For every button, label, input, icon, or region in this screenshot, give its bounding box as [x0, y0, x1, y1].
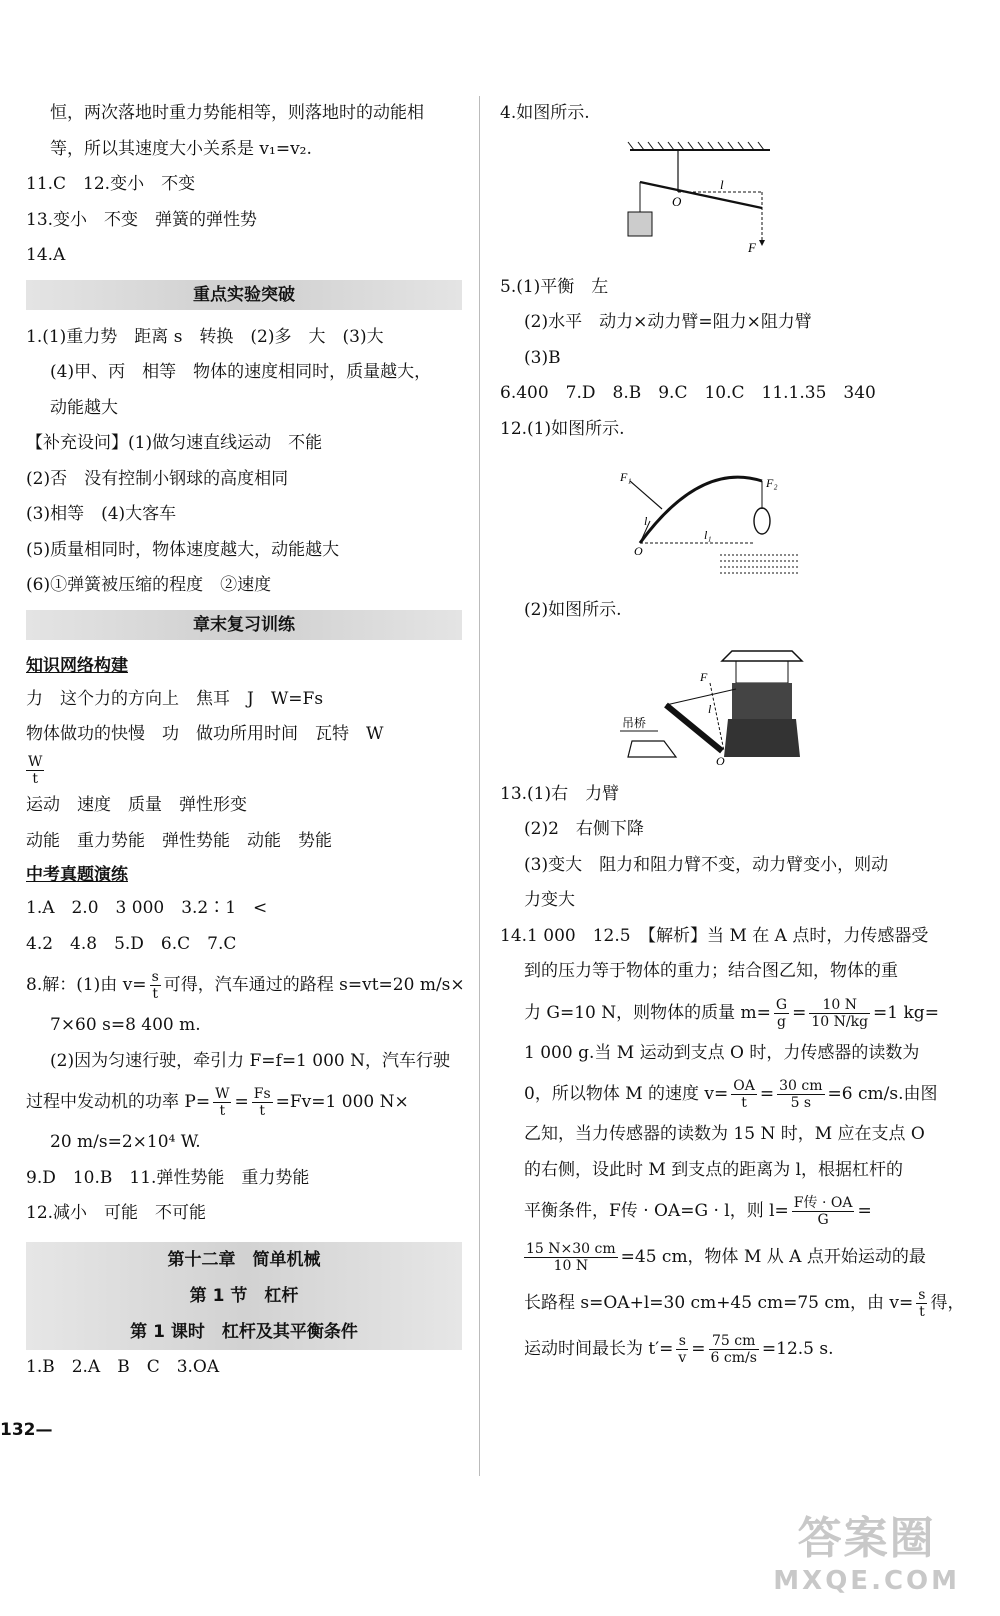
answer-line: 14.1 000 12.5 【解析】当 M 在 A 点时，力传感器受 [500, 925, 929, 946]
fraction: $\frac{s}{v}$ [678, 1333, 687, 1366]
fraction: $\frac{W}{t}$ [28, 753, 43, 787]
text-line: 力 这个力的方向上 焦耳 J W=Fs [26, 688, 324, 709]
text-line: 运动 速度 质量 弹性形变 [26, 795, 247, 815]
fig-label: l [644, 514, 648, 528]
answer-line: 1.(1)重力势 距离 s 转换 (2)多 大 (3)大 [26, 326, 384, 347]
text-line: (6)①弹簧被压缩的程度 ②速度 [26, 575, 272, 595]
watermark-logo: 答案圈 MXQE.COM [773, 1513, 960, 1596]
answer-line: 5.(1)平衡 左 [500, 276, 609, 297]
lever-figure-1 [500, 136, 940, 266]
fraction: $\frac{W}{t}$ [215, 1086, 230, 1119]
fraction-line [26, 753, 462, 789]
fig-label: O [634, 544, 643, 558]
fig-label: F₂ [766, 476, 778, 490]
answer-line: 1.A 2.0 3 000 3.2∶1 < [26, 898, 268, 918]
text-line: 力变大 [524, 890, 575, 910]
fig-label: l₁ [704, 528, 712, 542]
section-heading: 章末复习训练 [26, 610, 462, 640]
answer-line: 14.A [26, 245, 66, 265]
fraction: $\frac{OA}{t}$ [733, 1078, 755, 1111]
answer-line: 9.D 10.B 11.弹性势能 重力势能 [26, 1167, 310, 1188]
text-line: 到的压力等于物体的重力；结合图乙知，物体的重 [524, 961, 898, 981]
text-line: 等，所以其速度大小关系是 v₁=v₂. [50, 138, 312, 159]
page-number: 132— [0, 1420, 53, 1440]
answer-line: 6.400 7.D 8.B 9.C 10.C 11.1.35 340 [500, 383, 876, 403]
text-line: (2)2 右侧下降 [524, 819, 644, 839]
answer-line: 4.2 4.8 5.D 6.C 7.C [26, 933, 237, 954]
fig-label: F₁ [620, 470, 632, 484]
column-divider [479, 96, 480, 1476]
fraction: $\frac{15 N\times 30 cm}{10 N}$ [526, 1241, 616, 1274]
text-line: 7×60 s=8 400 m. [50, 1015, 201, 1035]
text-line: (2)否 没有控制小钢球的高度相同 [26, 468, 289, 489]
text-line: 物体做功的快慢 功 做功所用时间 瓦特 W [26, 724, 384, 744]
text-line: 力 G=10 N，则物体的质量 m= $\frac{G}{g}$ = $\frac{10 N}{10 N/kg}$ =1 kg= [524, 996, 939, 1030]
text-line: (4)甲、丙 相等 物体的速度相同时，质量越大， [50, 362, 432, 382]
chapter-title: 第十二章 简单机械 [167, 1249, 321, 1270]
answer-line: 12.减小 可能 不可能 [26, 1203, 207, 1223]
text-line: (5)质量相同时，物体速度越大，动能越大 [26, 539, 340, 560]
lesson-title: 第 1 课时 杠杆及其平衡条件 [130, 1321, 358, 1342]
answer-line: 1.B 2.A B C 3.OA [26, 1356, 220, 1377]
fraction: $\frac{30 cm}{5 s}$ [779, 1078, 823, 1111]
text-line: (2)如图所示. [524, 600, 622, 620]
subsection-title: 知识网络构建 [26, 655, 128, 676]
text-line: 【补充设问】(1)做匀速直线运动 不能 [26, 433, 323, 453]
fraction: $\frac{Fs}{t}$ [253, 1086, 271, 1119]
text-line: 运动时间最长为 t′= $\frac{s}{v}$ = $\frac{75 cm}{6 cm/s}$ =12.5 s. [524, 1333, 834, 1366]
fig-label: l [720, 176, 724, 192]
section-title: 第 1 节 杠杆 [189, 1285, 299, 1306]
fraction: $\frac{s}{t}$ [151, 969, 159, 1002]
text-line: $\frac{15 N\times 30 cm}{10 N}$ =45 cm，物体 M 从 A 点开始运动的最 [526, 1241, 926, 1274]
answer-line: 13.(1)右 力臂 [500, 783, 620, 804]
left-column [26, 96, 465, 1385]
text-line: 动能 重力势能 弹性势能 动能 势能 [26, 830, 332, 851]
fraction: $\frac{G}{g}$ [775, 996, 788, 1030]
text-line: (2)水平 动力×动力臂=阻力×阻力臂 [524, 312, 812, 332]
fraction: $\frac{75 cm}{6 cm/s}$ [710, 1333, 757, 1366]
text-line: (3)B [524, 347, 561, 368]
text-line: 动能越大 [50, 397, 118, 418]
fig-label: F [748, 239, 756, 255]
drawbridge-figure [500, 633, 940, 773]
answer-line: 8.解：(1)由 v= $\frac{s}{t}$ 可得，汽车通过的路程 s=vt=20 m/s× [26, 969, 465, 1002]
text-line: 20 m/s=2×10⁴ W. [50, 1132, 201, 1152]
chapter-banner [26, 1242, 462, 1350]
answer-line: 4.如图所示. [500, 103, 590, 123]
text-line: 过程中发动机的功率 P= $\frac{W}{t}$ = $\frac{Fs}{t}$ =Fv=1 000 N× [26, 1086, 409, 1119]
text-line: (3)变大 阻力和阻力臂不变，动力臂变小，则动 [524, 854, 889, 875]
fraction: $\frac{\text{F传 · OA}}{G}$ [793, 1195, 853, 1228]
subsection-title: 中考真题演练 [26, 865, 128, 885]
text-line: 乙知，当力传感器的读数为 15 N 时，M 应在支点 O [524, 1124, 925, 1144]
answer-line: 13.变小 不变 弹簧的弹性势 [26, 209, 258, 230]
section-heading: 重点实验突破 [26, 280, 462, 310]
fig-label: l [708, 701, 712, 716]
text-line: 的右侧，设此时 M 到支点的距离为 l，根据杠杆的 [524, 1159, 904, 1180]
fishing-rod-figure [500, 451, 940, 589]
fig-label: F [700, 669, 708, 684]
fraction: $\frac{s}{t}$ [918, 1287, 926, 1320]
text-line: 0，所以物体 M 的速度 v= $\frac{OA}{t}$ = $\frac{30 cm}{5 s}$ =6 cm/s.由图 [524, 1078, 938, 1111]
answer-line: 11.C 12.变小 不变 [26, 174, 196, 194]
fig-label: 吊桥 [622, 715, 647, 730]
text-line: 恒，两次落地时重力势能相等，则落地时的动能相 [50, 103, 424, 123]
answer-line: 12.(1)如图所示. [500, 418, 625, 439]
fig-label: O [672, 193, 682, 209]
text-line: (3)相等 (4)大客车 [26, 504, 177, 524]
text-line: (2)因为匀速行驶，牵引力 F=f=1 000 N，汽车行驶 [50, 1050, 451, 1071]
text-line: 1 000 g.当 M 运动到支点 O 时，力传感器的读数为 [524, 1042, 920, 1063]
fig-label: O [716, 753, 725, 768]
text-line: 长路程 s=OA+l=30 cm+45 cm=75 cm，由 v= $\frac{s}{t}$ 得， [524, 1287, 965, 1320]
fraction: $\frac{10 N}{10 N/kg}$ [811, 996, 869, 1030]
right-column [500, 96, 965, 1372]
text-line: 平衡条件，F传 · OA=G · l，则 l= $\frac{\text{F传 · OA}}{G}$ = [524, 1195, 872, 1228]
